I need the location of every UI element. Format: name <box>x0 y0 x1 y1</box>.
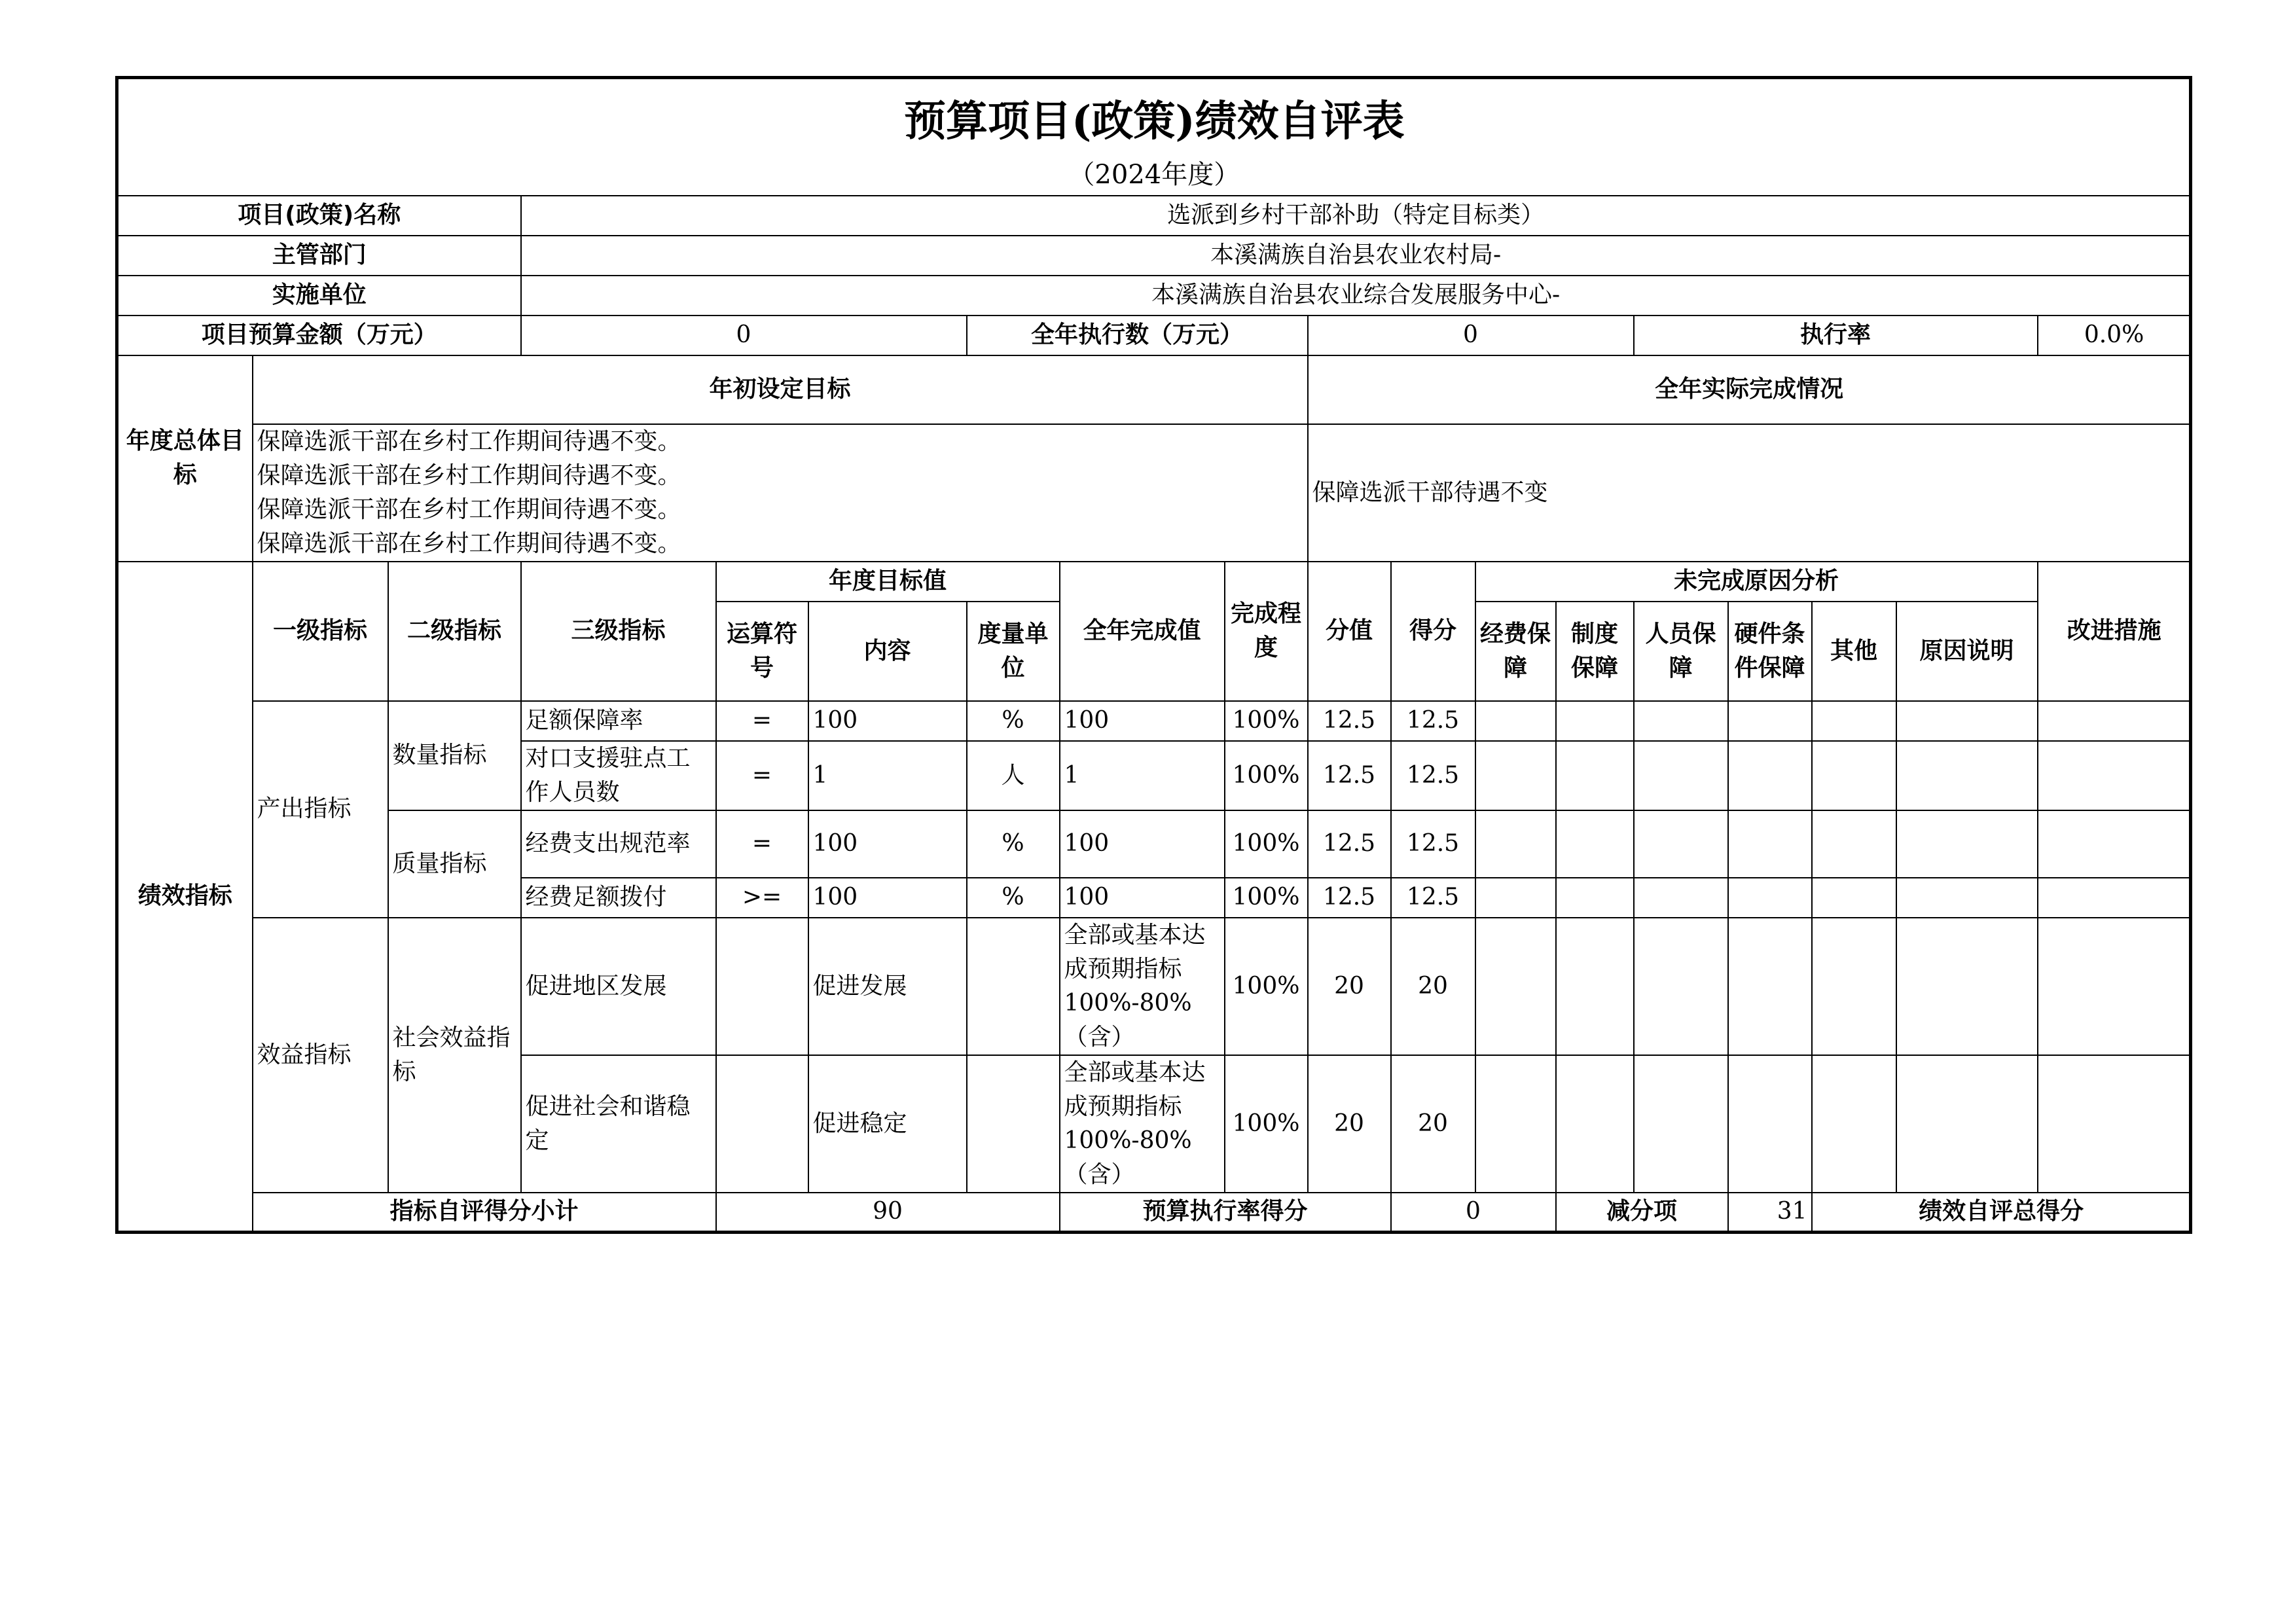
unit-header: 度量单位 <box>967 602 1060 701</box>
empty-cell <box>1728 701 1812 741</box>
operator-cell: >= <box>716 878 808 918</box>
empty-cell <box>1556 918 1634 1055</box>
annual-goal-label: 年度总体目标 <box>117 355 253 562</box>
unit-cell: 人 <box>967 741 1060 810</box>
empty-cell <box>2038 918 2191 1055</box>
score-cell: 12.5 <box>1391 810 1475 878</box>
empty-cell <box>1556 878 1634 918</box>
goal-line: 保障选派干部在乡村工作期间待遇不变。 <box>257 530 681 557</box>
level3-cell: 对口支援驻点工作人员数 <box>521 741 716 810</box>
empty-cell <box>1634 918 1728 1055</box>
empty-cell <box>1812 741 1896 810</box>
empty-cell <box>1812 1055 1896 1193</box>
execution-rate-value: 0.0% <box>2038 316 2191 355</box>
empty-cell <box>1812 878 1896 918</box>
degree-cell: 100% <box>1225 918 1308 1055</box>
empty-cell <box>2038 878 2191 918</box>
staff-header: 人员保障 <box>1634 602 1728 701</box>
empty-cell <box>2038 1055 2191 1193</box>
operator-cell: = <box>716 741 808 810</box>
empty-cell <box>1634 701 1728 741</box>
content-cell: 100 <box>808 701 967 741</box>
subtotal-value: 90 <box>716 1193 1060 1233</box>
reason-note-header: 原因说明 <box>1896 602 2038 701</box>
budget-amount-label: 项目预算金额（万元） <box>117 316 521 355</box>
unit-cell: % <box>967 810 1060 878</box>
empty-cell <box>2038 810 2191 878</box>
empty-cell <box>1475 918 1556 1055</box>
initial-goal-header: 年初设定目标 <box>253 355 1308 424</box>
empty-cell <box>1812 701 1896 741</box>
actual-completion-header: 全年实际完成情况 <box>1308 355 2191 424</box>
goal-line: 保障选派干部在乡村工作期间待遇不变。 <box>257 461 681 489</box>
empty-cell <box>1728 741 1812 810</box>
level2-quantity: 数量指标 <box>388 701 521 810</box>
actual-completion-text: 保障选派干部待遇不变 <box>1308 424 2191 562</box>
operator-cell: = <box>716 701 808 741</box>
evaluation-sheet <box>115 76 2192 1234</box>
content-cell: 100 <box>808 810 967 878</box>
degree-header: 完成程度 <box>1225 562 1308 701</box>
score-value-header: 分值 <box>1308 562 1391 701</box>
empty-cell <box>1475 701 1556 741</box>
empty-cell <box>1728 1055 1812 1193</box>
deduction-value: 31 <box>1728 1193 1812 1233</box>
empty-cell <box>2038 701 2191 741</box>
score-cell: 12.5 <box>1391 701 1475 741</box>
operator-cell: = <box>716 810 808 878</box>
actual-cell: 100 <box>1060 878 1225 918</box>
empty-cell <box>1634 810 1728 878</box>
unit-cell <box>967 918 1060 1055</box>
unit-cell <box>967 1055 1060 1193</box>
empty-cell <box>1896 918 2038 1055</box>
value-cell: 12.5 <box>1308 701 1391 741</box>
level3-cell: 经费足额拨付 <box>521 878 716 918</box>
project-name-label: 项目(政策)名称 <box>117 196 521 236</box>
operator-header: 运算符号 <box>716 602 808 701</box>
budget-score-label: 预算执行率得分 <box>1060 1193 1391 1233</box>
empty-cell <box>1896 741 2038 810</box>
score-cell: 20 <box>1391 1055 1475 1193</box>
actual-cell: 100 <box>1060 810 1225 878</box>
unit-label: 实施单位 <box>117 276 521 316</box>
level3-cell: 促进社会和谐稳定 <box>521 1055 716 1193</box>
goal-line: 保障选派干部在乡村工作期间待遇不变。 <box>257 427 681 455</box>
level2-header: 二级指标 <box>388 562 521 701</box>
level3-header: 三级指标 <box>521 562 716 701</box>
level3-cell: 促进地区发展 <box>521 918 716 1055</box>
value-cell: 12.5 <box>1308 810 1391 878</box>
degree-cell: 100% <box>1225 1055 1308 1193</box>
deduction-label: 减分项 <box>1556 1193 1728 1233</box>
operator-cell <box>716 1055 808 1193</box>
level2-social: 社会效益指标 <box>388 918 521 1193</box>
score-cell: 12.5 <box>1391 741 1475 810</box>
empty-cell <box>1556 701 1634 741</box>
operator-cell <box>716 918 808 1055</box>
level1-benefit: 效益指标 <box>253 918 388 1193</box>
execution-amount-label: 全年执行数（万元） <box>967 316 1308 355</box>
empty-cell <box>1556 741 1634 810</box>
level2-quality: 质量指标 <box>388 810 521 918</box>
other-header: 其他 <box>1812 602 1896 701</box>
form-title: 预算项目(政策)绩效自评表 <box>117 78 2191 155</box>
reasons-header: 未完成原因分析 <box>1475 562 2038 602</box>
unit-cell: % <box>967 701 1060 741</box>
dept-value: 本溪满族自治县农业农村局- <box>521 236 2191 276</box>
total-score-label: 绩效自评总得分 <box>1812 1193 2191 1233</box>
empty-cell <box>1475 878 1556 918</box>
empty-cell <box>1634 741 1728 810</box>
level3-cell: 足额保障率 <box>521 701 716 741</box>
empty-cell <box>1896 810 2038 878</box>
unit-value: 本溪满族自治县农业综合发展服务中心- <box>521 276 2191 316</box>
subtotal-label: 指标自评得分小计 <box>253 1193 716 1233</box>
degree-cell: 100% <box>1225 810 1308 878</box>
budget-score-value: 0 <box>1391 1193 1556 1233</box>
level3-cell: 经费支出规范率 <box>521 810 716 878</box>
execution-rate-label: 执行率 <box>1634 316 2038 355</box>
score-cell: 12.5 <box>1391 878 1475 918</box>
empty-cell <box>1556 1055 1634 1193</box>
content-cell: 促进稳定 <box>808 1055 967 1193</box>
degree-cell: 100% <box>1225 741 1308 810</box>
content-header: 内容 <box>808 602 967 701</box>
performance-indicators-label: 绩效指标 <box>117 562 253 1233</box>
goal-line: 保障选派干部在乡村工作期间待遇不变。 <box>257 496 681 523</box>
actual-cell: 100 <box>1060 701 1225 741</box>
annual-target-header: 年度目标值 <box>716 562 1060 602</box>
execution-amount-value: 0 <box>1308 316 1634 355</box>
empty-cell <box>1896 701 2038 741</box>
content-cell: 100 <box>808 878 967 918</box>
value-cell: 20 <box>1308 1055 1391 1193</box>
score-cell: 20 <box>1391 918 1475 1055</box>
empty-cell <box>2038 741 2191 810</box>
empty-cell <box>1728 810 1812 878</box>
empty-cell <box>1812 918 1896 1055</box>
form-year: （2024年度） <box>117 155 2191 196</box>
content-cell: 促进发展 <box>808 918 967 1055</box>
degree-cell: 100% <box>1225 701 1308 741</box>
empty-cell <box>1475 1055 1556 1193</box>
initial-goal-text <box>253 424 1308 562</box>
dept-label: 主管部门 <box>117 236 521 276</box>
level1-output: 产出指标 <box>253 701 388 918</box>
empty-cell <box>1634 1055 1728 1193</box>
empty-cell <box>1812 810 1896 878</box>
actual-cell: 全部或基本达成预期指标100%-80%（含） <box>1060 1055 1225 1193</box>
empty-cell <box>1728 918 1812 1055</box>
improvement-header: 改进措施 <box>2038 562 2191 701</box>
empty-cell <box>1896 878 2038 918</box>
score-header: 得分 <box>1391 562 1475 701</box>
actual-cell: 全部或基本达成预期指标100%-80%（含） <box>1060 918 1225 1055</box>
empty-cell <box>1475 810 1556 878</box>
empty-cell <box>1475 741 1556 810</box>
empty-cell <box>1728 878 1812 918</box>
unit-cell: % <box>967 878 1060 918</box>
content-cell: 1 <box>808 741 967 810</box>
funding-header: 经费保障 <box>1475 602 1556 701</box>
hardware-header: 硬件条件保障 <box>1728 602 1812 701</box>
value-cell: 12.5 <box>1308 878 1391 918</box>
system-header: 制度保障 <box>1556 602 1634 701</box>
degree-cell: 100% <box>1225 878 1308 918</box>
value-cell: 12.5 <box>1308 741 1391 810</box>
actual-cell: 1 <box>1060 741 1225 810</box>
evaluation-form-table <box>115 76 2192 1234</box>
actual-value-header: 全年完成值 <box>1060 562 1225 701</box>
project-name-value: 选派到乡村干部补助（特定目标类） <box>521 196 2191 236</box>
budget-amount-value: 0 <box>521 316 967 355</box>
empty-cell <box>1896 1055 2038 1193</box>
empty-cell <box>1556 810 1634 878</box>
value-cell: 20 <box>1308 918 1391 1055</box>
empty-cell <box>1634 878 1728 918</box>
level1-header: 一级指标 <box>253 562 388 701</box>
